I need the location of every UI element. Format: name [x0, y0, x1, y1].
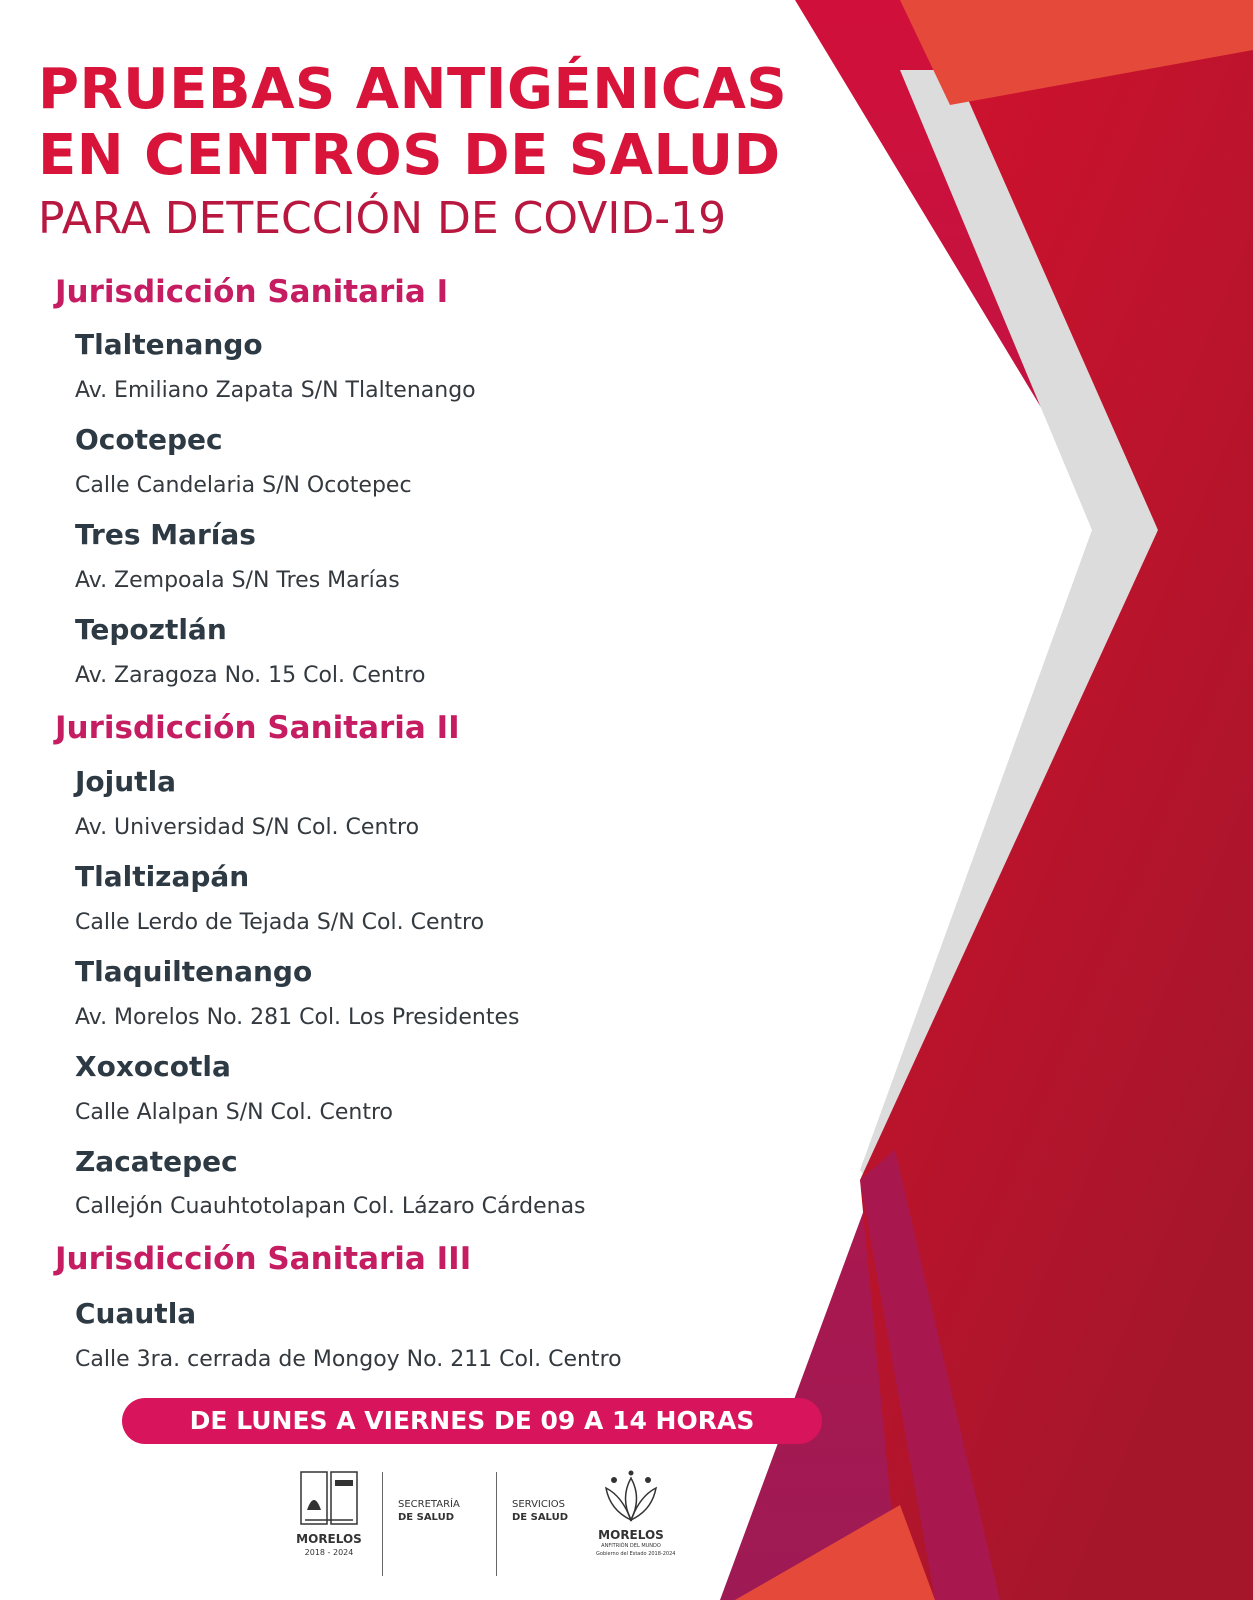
morelos-seal-logo	[294, 1468, 364, 1578]
center-name: Zacatepec	[75, 1145, 238, 1178]
servicios-salud-logo	[512, 1498, 568, 1524]
center-address: Calle Lerdo de Tejada S/N Col. Centro	[75, 910, 485, 935]
center-address: Calle Alalpan S/N Col. Centro	[75, 1100, 393, 1125]
center-address: Av. Emiliano Zapata S/N Tlaltenango	[75, 378, 476, 403]
footer-divider	[382, 1472, 383, 1576]
servicios-line-2: DE SALUD	[512, 1512, 568, 1523]
center-name: Tlaltizapán	[75, 860, 250, 893]
jurisdiction-heading-1: Jurisdicción Sanitaria I	[55, 274, 449, 310]
secretaria-line-2: DE SALUD	[398, 1512, 454, 1523]
center-name: Jojutla	[75, 765, 177, 798]
secretaria-salud-logo	[398, 1498, 460, 1524]
center-name: Tlaltenango	[75, 328, 263, 361]
footer-divider	[496, 1472, 497, 1576]
center-address: Av. Universidad S/N Col. Centro	[75, 815, 420, 840]
jurisdiction-heading-3: Jurisdicción Sanitaria III	[55, 1241, 472, 1277]
morelos-brand-name: MORELOS	[598, 1528, 664, 1542]
morelos-seal-caption: MORELOS	[296, 1532, 362, 1546]
hours-banner: DE LUNES A VIERNES DE 09 A 14 HORAS	[122, 1398, 822, 1444]
center-name: Ocotepec	[75, 423, 223, 456]
title-line-2: EN CENTROS DE SALUD	[38, 123, 781, 188]
morelos-seal-years: 2018 - 2024	[304, 1548, 354, 1557]
center-address: Calle 3ra. cerrada de Mongoy No. 211 Col. Centro	[75, 1347, 622, 1372]
subtitle: PARA DETECCIÓN DE COVID-19	[38, 193, 727, 244]
title-line-1: PRUEBAS ANTIGÉNICAS	[38, 57, 788, 122]
morelos-brand-tagline: ANFITRIÓN DEL MUNDO	[601, 1543, 661, 1549]
center-address: Av. Zaragoza No. 15 Col. Centro	[75, 663, 426, 688]
center-address: Av. Zempoala S/N Tres Marías	[75, 568, 400, 593]
lotus-icon	[600, 1470, 662, 1526]
footer-logos	[280, 1468, 700, 1588]
servicios-line-1: SERVICIOS	[512, 1499, 566, 1510]
jurisdiction-heading-2: Jurisdicción Sanitaria II	[55, 710, 460, 746]
center-name: Tlaquiltenango	[75, 955, 313, 988]
center-name: Tres Marías	[75, 518, 256, 551]
center-name: Cuautla	[75, 1297, 197, 1330]
secretaria-line-1: SECRETARÍA	[398, 1499, 460, 1510]
morelos-brand-sub: Gobierno del Estado 2018-2024	[596, 1551, 676, 1557]
center-address: Callejón Cuauhtotolapan Col. Lázaro Cárdenas	[75, 1194, 586, 1219]
center-name: Tepoztlán	[75, 613, 227, 646]
center-address: Av. Morelos No. 281 Col. Los Presidentes	[75, 1005, 520, 1030]
morelos-brand-logo	[596, 1468, 676, 1578]
center-address: Calle Candelaria S/N Ocotepec	[75, 473, 412, 498]
center-name: Xoxocotla	[75, 1050, 231, 1083]
morelos-seal-icon	[297, 1470, 361, 1528]
